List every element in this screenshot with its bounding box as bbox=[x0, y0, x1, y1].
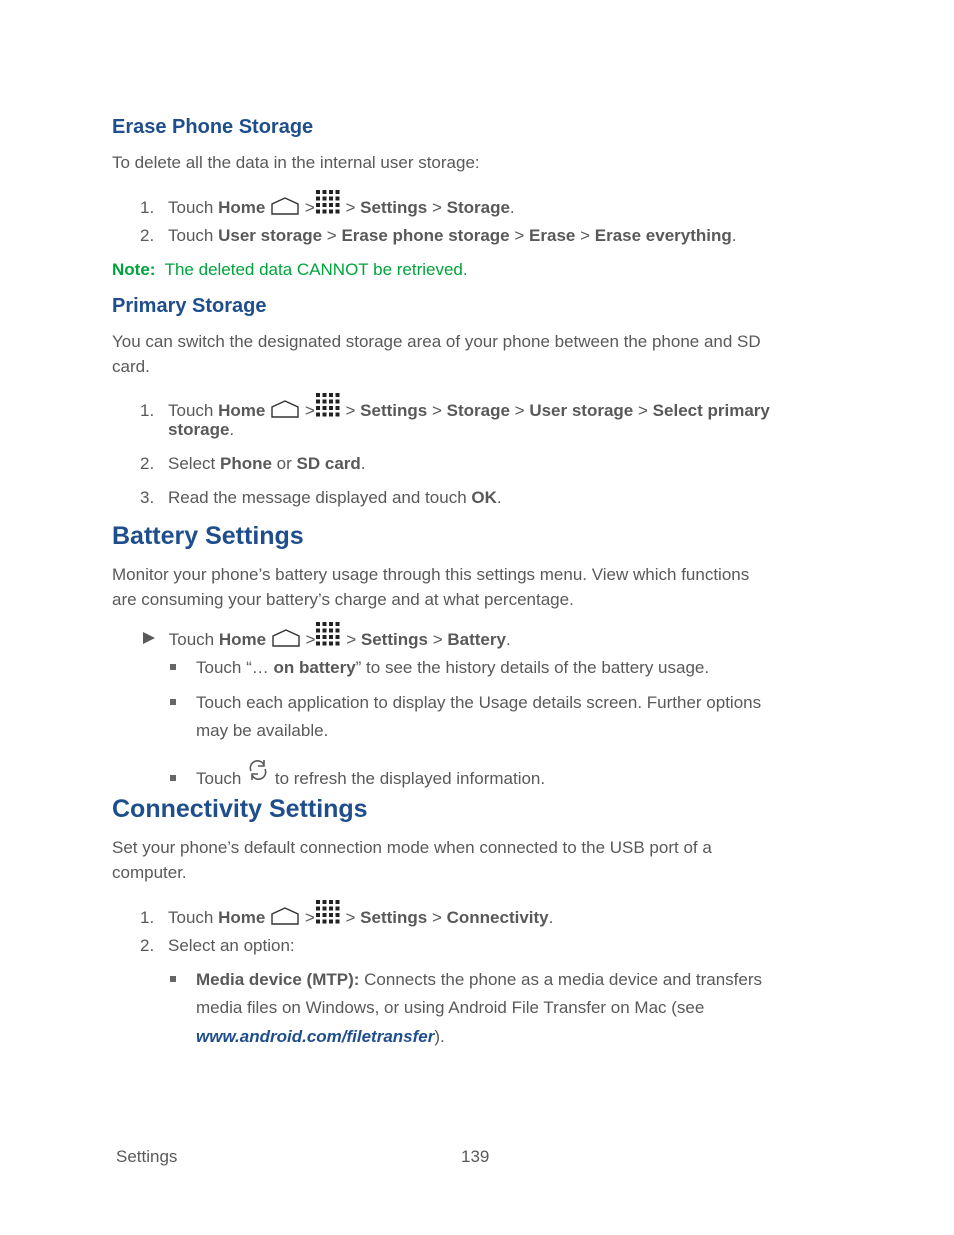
battery-heading: Battery Settings bbox=[112, 522, 304, 550]
erase-step-1: 1. Touch Home > > Settings > Storage. bbox=[140, 189, 515, 220]
apps-grid-icon bbox=[315, 899, 341, 925]
battery-bullet-2: Touch each application to display the Usage details screen. Further options bbox=[170, 690, 761, 715]
battery-bullet-1: Touch “… on battery” to see the history details of the battery usage. bbox=[170, 655, 709, 680]
battery-intro-line2: are consuming your battery’s charge and at what percentage. bbox=[112, 590, 574, 609]
connectivity-intro-line1: Set your phone’s default connection mode when connected to the USB port of a bbox=[112, 838, 712, 857]
note-label: Note: bbox=[112, 260, 156, 279]
home-icon bbox=[270, 907, 300, 925]
connectivity-heading: Connectivity Settings bbox=[112, 795, 368, 823]
erase-step-2: 2. Touch User storage > Erase phone storage > Erase > Erase everything. bbox=[140, 226, 737, 245]
home-icon bbox=[271, 629, 301, 647]
primary-step-2: 2. Select Phone or SD card. bbox=[140, 454, 366, 473]
erase-intro: To delete all the data in the internal user storage: bbox=[112, 153, 480, 172]
footer-section: Settings bbox=[116, 1147, 178, 1166]
battery-step: Touch Home > > Settings > Battery. bbox=[142, 621, 511, 652]
filetransfer-link[interactable]: www.android.com/filetransfer bbox=[196, 1027, 435, 1046]
footer-page-number: 139 bbox=[461, 1147, 490, 1166]
primary-intro-line1: You can switch the designated storage area of your phone between the phone and SD bbox=[112, 332, 761, 351]
battery-bullet-2-cont: may be available. bbox=[196, 721, 329, 740]
square-bullet-icon bbox=[170, 664, 176, 670]
apps-grid-icon bbox=[315, 621, 341, 647]
connectivity-bullet-link-line: www.android.com/filetransfer). bbox=[196, 1027, 445, 1046]
connectivity-bullet: Media device (MTP): Connects the phone as a media device and transfers bbox=[170, 967, 762, 992]
square-bullet-icon bbox=[170, 775, 176, 781]
home-icon bbox=[270, 400, 300, 418]
battery-intro-line1: Monitor your phone’s battery usage through this settings menu. View which functions bbox=[112, 565, 750, 584]
arrow-bullet-icon bbox=[142, 631, 156, 645]
apps-grid-icon bbox=[315, 392, 341, 418]
connectivity-step-2: 2. Select an option: bbox=[140, 936, 295, 955]
primary-step-1-cont: storage. bbox=[168, 420, 235, 439]
battery-bullet-3: Touch to refresh the displayed information. bbox=[170, 758, 545, 791]
primary-intro-line2: card. bbox=[112, 357, 150, 376]
connectivity-bullet-cont: media files on Windows, or using Android File Transfer on Mac (see bbox=[196, 998, 705, 1017]
note-text: The deleted data CANNOT be retrieved. bbox=[164, 260, 468, 279]
connectivity-intro-line2: computer. bbox=[112, 863, 187, 882]
square-bullet-icon bbox=[170, 976, 176, 982]
primary-step-3: 3. Read the message displayed and touch OK. bbox=[140, 488, 502, 507]
refresh-icon bbox=[246, 758, 270, 782]
apps-grid-icon bbox=[315, 189, 341, 215]
erase-heading: Erase Phone Storage bbox=[112, 116, 314, 138]
primary-step-1: 1. Touch Home > > Settings > Storage > User storage > Select primary bbox=[140, 392, 770, 423]
primary-heading: Primary Storage bbox=[112, 295, 267, 317]
square-bullet-icon bbox=[170, 699, 176, 705]
connectivity-step-1: 1. Touch Home > > Settings > Connectivity. bbox=[140, 899, 553, 930]
home-icon bbox=[270, 197, 300, 215]
erase-note bbox=[112, 257, 468, 282]
